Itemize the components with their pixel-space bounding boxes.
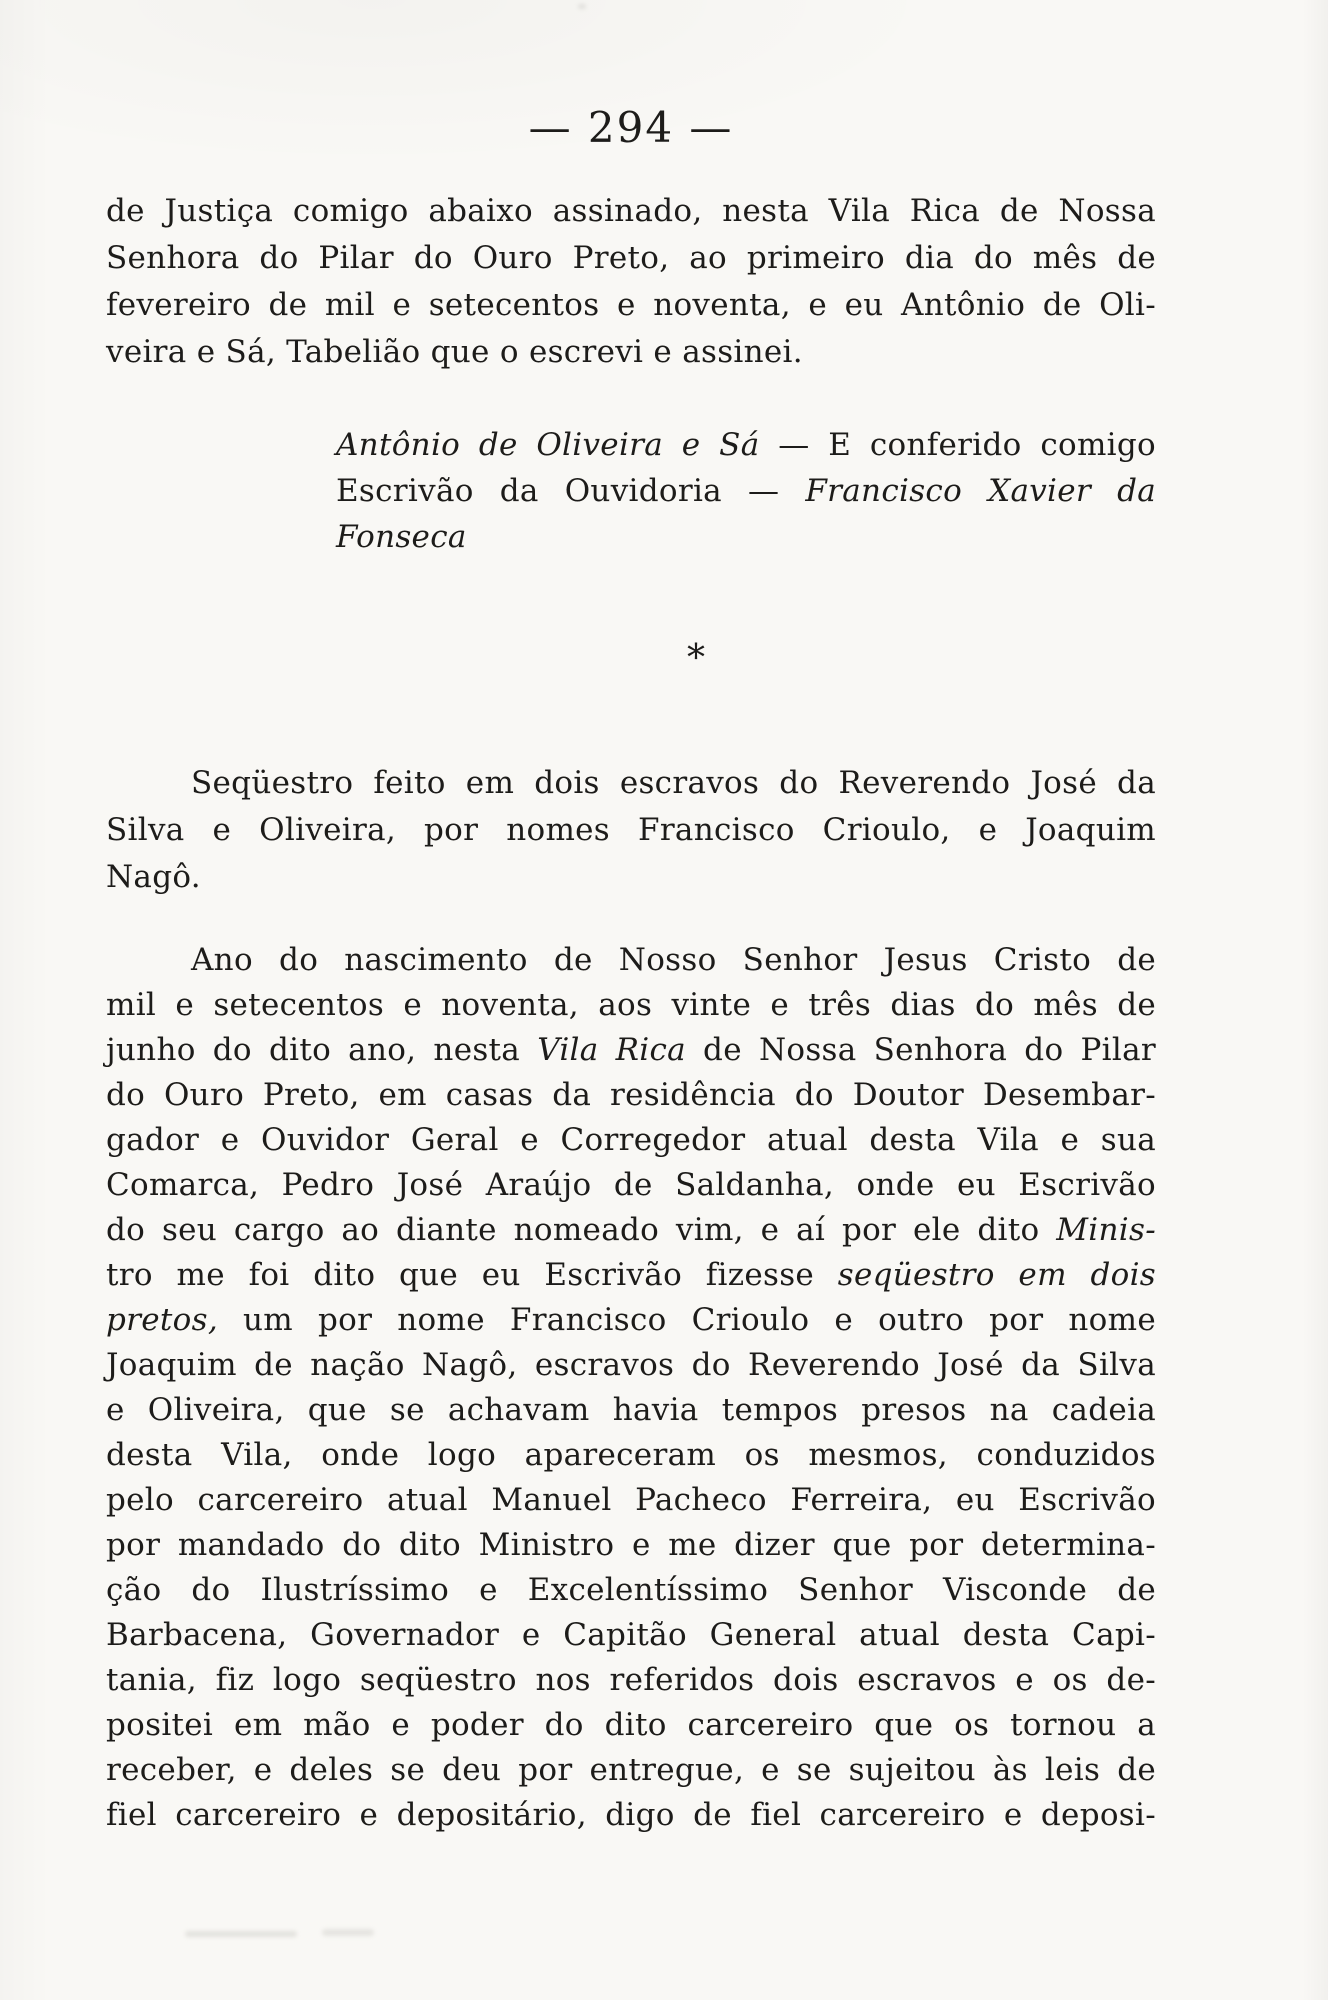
text-segment: Comarca, Pedro José Araújo de Saldanha, onde eu Escrivão	[106, 1167, 1156, 1203]
text-segment: Silva e Oliveira, por nomes Francisco Crioulo, e Joaquim	[106, 812, 1156, 848]
text-segment: Escrivão da Ouvidoria —	[336, 473, 806, 509]
text-line	[106, 1568, 1156, 1613]
text-segment: e Oliveira, que se achavam havia tempos presos na cadeia	[106, 1392, 1156, 1428]
italic-text-segment: seqüestro em dois	[837, 1257, 1157, 1293]
italic-text-segment: Minis-	[1056, 1212, 1156, 1248]
text-segment: Barbacena, Governador e Capitão General atual desta Capi-	[106, 1617, 1156, 1653]
text-line	[336, 468, 1156, 514]
text-line	[336, 422, 1156, 468]
italic-text-segment: Francisco Xavier da	[805, 473, 1156, 509]
text-line	[106, 1658, 1156, 1703]
text-line	[106, 1793, 1156, 1838]
text-segment: tania, fiz logo seqüestro nos referidos dois escravos e os de-	[106, 1662, 1156, 1698]
text-segment: Senhora do Pilar do Ouro Preto, ao primeiro dia do mês de	[106, 240, 1156, 276]
text-line	[106, 188, 1156, 235]
attribution-block	[336, 422, 1156, 560]
text-segment: tro me foi dito que eu Escrivão fizesse	[106, 1257, 838, 1293]
text-segment: do Ouro Preto, em casas da residência do Doutor Desembar-	[106, 1077, 1156, 1113]
text-segment: desta Vila, onde logo apareceram os mesmos, conduzidos	[106, 1437, 1156, 1473]
text-line	[106, 1343, 1156, 1388]
text-line	[106, 1388, 1156, 1433]
text-line	[106, 1163, 1156, 1208]
text-segment: do seu cargo ao diante nomeado vim, e aí por ele dito	[106, 1212, 1057, 1248]
text-segment: ção do Ilustríssimo e Excelentíssimo Senhor Visconde de	[106, 1572, 1156, 1608]
paragraph-sequestro-heading	[106, 760, 1156, 901]
text-line	[106, 760, 1156, 807]
text-segment: veira e Sá, Tabelião que o escrevi e assinei.	[106, 334, 803, 370]
text-segment: pelo carcereiro atual Manuel Pacheco Ferreira, eu Escrivão	[106, 1482, 1156, 1518]
scan-smudge	[185, 1931, 297, 1937]
text-line	[106, 1433, 1156, 1478]
text-segment: um por nome Francisco Crioulo e outro por nome	[218, 1302, 1156, 1338]
text-segment: de Nossa Senhora do Pilar	[685, 1032, 1157, 1068]
scan-smudge	[578, 4, 586, 9]
text-segment: Nagô.	[106, 859, 201, 895]
text-segment: junho do dito ano, nesta	[106, 1032, 538, 1068]
text-line	[106, 807, 1156, 854]
text-segment: mil e setecentos e noventa, aos vinte e três dias do mês de	[106, 987, 1156, 1023]
text-line	[106, 1208, 1156, 1253]
text-segment: por mandado do dito Ministro e me dizer que por determina-	[106, 1527, 1156, 1563]
text-line	[106, 938, 1156, 983]
text-line	[106, 1118, 1156, 1163]
text-segment: fevereiro de mil e setecentos e noventa, e eu Antônio de Oli-	[106, 287, 1156, 323]
text-segment: gador e Ouvidor Geral e Corregedor atual desta Vila e sua	[106, 1122, 1156, 1158]
asterisk-separator: *	[687, 638, 705, 679]
text-line	[106, 983, 1156, 1028]
text-line	[106, 1253, 1156, 1298]
paragraph-main	[106, 938, 1156, 1838]
italic-text-segment: Antônio de Oliveira e Sá	[336, 427, 760, 463]
paragraph-opening	[106, 188, 1156, 376]
text-line	[106, 1748, 1156, 1793]
italic-text-segment: Fonseca	[336, 519, 467, 555]
text-line	[106, 1478, 1156, 1523]
italic-text-segment: Vila Rica	[537, 1032, 686, 1068]
text-line	[106, 1523, 1156, 1568]
text-line	[106, 1073, 1156, 1118]
text-segment: positei em mão e poder do dito carcereiro que os tornou a	[106, 1707, 1156, 1743]
text-segment: fiel carcereiro e depositário, digo de fiel carcereiro e deposi-	[106, 1797, 1156, 1833]
text-line	[106, 1703, 1156, 1748]
text-line	[336, 514, 1156, 560]
text-line	[106, 854, 1156, 901]
text-line	[106, 282, 1156, 329]
text-line	[106, 235, 1156, 282]
text-line	[106, 1613, 1156, 1658]
text-segment: receber, e deles se deu por entregue, e se sujeitou às leis de	[106, 1752, 1156, 1788]
scan-smudge	[322, 1929, 374, 1936]
page-number: — 294 —	[528, 103, 734, 152]
text-line	[106, 1298, 1156, 1343]
text-segment: — E conferido comigo	[759, 427, 1156, 463]
text-segment: de Justiça comigo abaixo assinado, nesta Vila Rica de Nossa	[106, 193, 1156, 229]
italic-text-segment: pretos,	[106, 1302, 218, 1338]
text-line	[106, 329, 1156, 376]
text-segment: Ano do nascimento de Nosso Senhor Jesus Cristo de	[191, 942, 1156, 978]
text-line	[106, 1028, 1156, 1073]
text-segment: Joaquim de nação Nagô, escravos do Reverendo José da Silva	[106, 1347, 1156, 1383]
text-segment: Seqüestro feito em dois escravos do Reverendo José da	[191, 765, 1156, 801]
